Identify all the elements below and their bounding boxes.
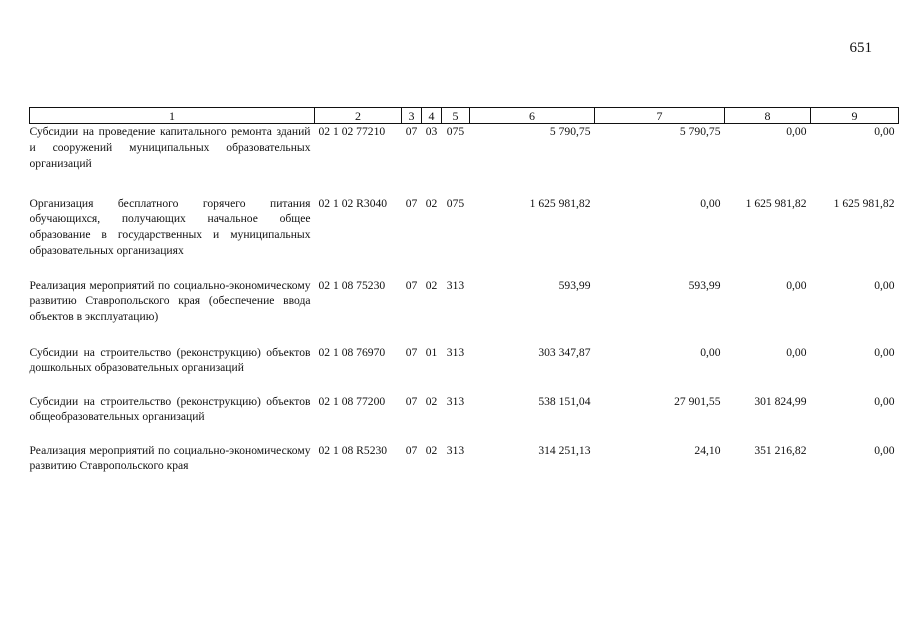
expense-name: Субсидии на проведение капитального ремонта зданий и сооружений муниципальных образовательных организаций [29,125,311,170]
expense-type-code: 075 [446,125,465,138]
amount-col7: 5 790,75 [679,125,721,138]
expense-type-code: 075 [446,196,465,210]
subsection-code: 02 [425,278,438,292]
amount-col9: 1 625 981,82 [833,196,895,210]
amount-col9: 0,00 [874,345,895,359]
amount-col9: 0,00 [874,394,895,408]
target-article-code: 02 1 02 77210 [318,125,386,138]
expense-name: Реализация мероприятий по социально-экономическому развитию Ставропольского края (обеспечение ввода объектов в эксплуатацию) [29,278,311,324]
amount-col8: 0,00 [786,278,807,292]
section-code: 07 [405,443,418,457]
amount-col7: 593,99 [688,278,721,292]
column-header: 7 [595,108,725,124]
target-article-code: 02 1 08 77200 [318,394,386,408]
amount-col7: 0,00 [700,345,721,359]
subsection-code: 03 [425,125,438,138]
amount-col6: 593,99 [558,278,591,292]
amount-col9: 0,00 [874,443,895,457]
column-header: 8 [725,108,811,124]
section-code: 07 [405,278,418,292]
amount-col7: 24,10 [694,443,721,457]
column-header: 5 [442,108,470,124]
amount-col9: 0,00 [874,278,895,292]
column-header: 6 [470,108,595,124]
section-code: 07 [405,394,418,408]
amount-col6: 5 790,75 [549,125,591,138]
section-code: 07 [405,125,418,138]
amount-col6: 314 251,13 [538,443,591,457]
section-code: 07 [405,345,418,359]
expense-name: Реализация мероприятий по социально-экономическому развитию Ставропольского края [29,443,311,473]
amount-col8: 301 824,99 [754,394,807,408]
column-header: 1 [30,108,315,124]
table-row [30,394,899,443]
expense-type-code: 313 [446,443,465,457]
amount-col6: 1 625 981,82 [529,196,591,210]
subsection-code: 02 [425,196,438,210]
target-article-code: 02 1 08 R5230 [318,443,388,457]
amount-col8: 0,00 [786,345,807,359]
target-article-code: 02 1 08 76970 [318,345,386,359]
amount-col7: 0,00 [700,196,721,210]
expense-type-code: 313 [446,394,465,408]
column-header: 4 [422,108,442,124]
header-row [30,108,899,124]
amount-col6: 538 151,04 [538,394,591,408]
amount-col7: 27 901,55 [674,394,721,408]
column-header: 9 [811,108,899,124]
section-code: 07 [405,196,418,210]
target-article-code: 02 1 02 R3040 [318,196,388,210]
subsection-code: 02 [425,394,438,408]
table-row [30,278,899,345]
amount-col8: 0,00 [786,125,807,138]
expense-name: Субсидии на строительство (реконструкцию) объектов дошкольных образовательных организаций [29,345,311,375]
amount-col8: 351 216,82 [754,443,807,457]
expense-name: Организация бесплатного горячего питания обучающихся, получающих начальное общее образование в государственных и муниципальных образовательных организациях [29,196,311,257]
table-row [30,443,899,477]
column-header: 2 [315,108,402,124]
budget-table [29,107,899,477]
page-number: 651 [849,40,872,56]
table-row [30,196,899,278]
table-row [30,345,899,394]
expense-name: Субсидии на строительство (реконструкцию) объектов общеобразовательных организаций [29,394,311,424]
amount-col8: 1 625 981,82 [745,196,807,210]
column-header: 3 [402,108,422,124]
subsection-code: 01 [425,345,438,359]
target-article-code: 02 1 08 75230 [318,278,386,292]
subsection-code: 02 [425,443,438,457]
table-row [30,124,899,196]
amount-col9: 0,00 [874,125,895,138]
amount-col6: 303 347,87 [538,345,591,359]
expense-type-code: 313 [446,278,465,292]
expense-type-code: 313 [446,345,465,359]
